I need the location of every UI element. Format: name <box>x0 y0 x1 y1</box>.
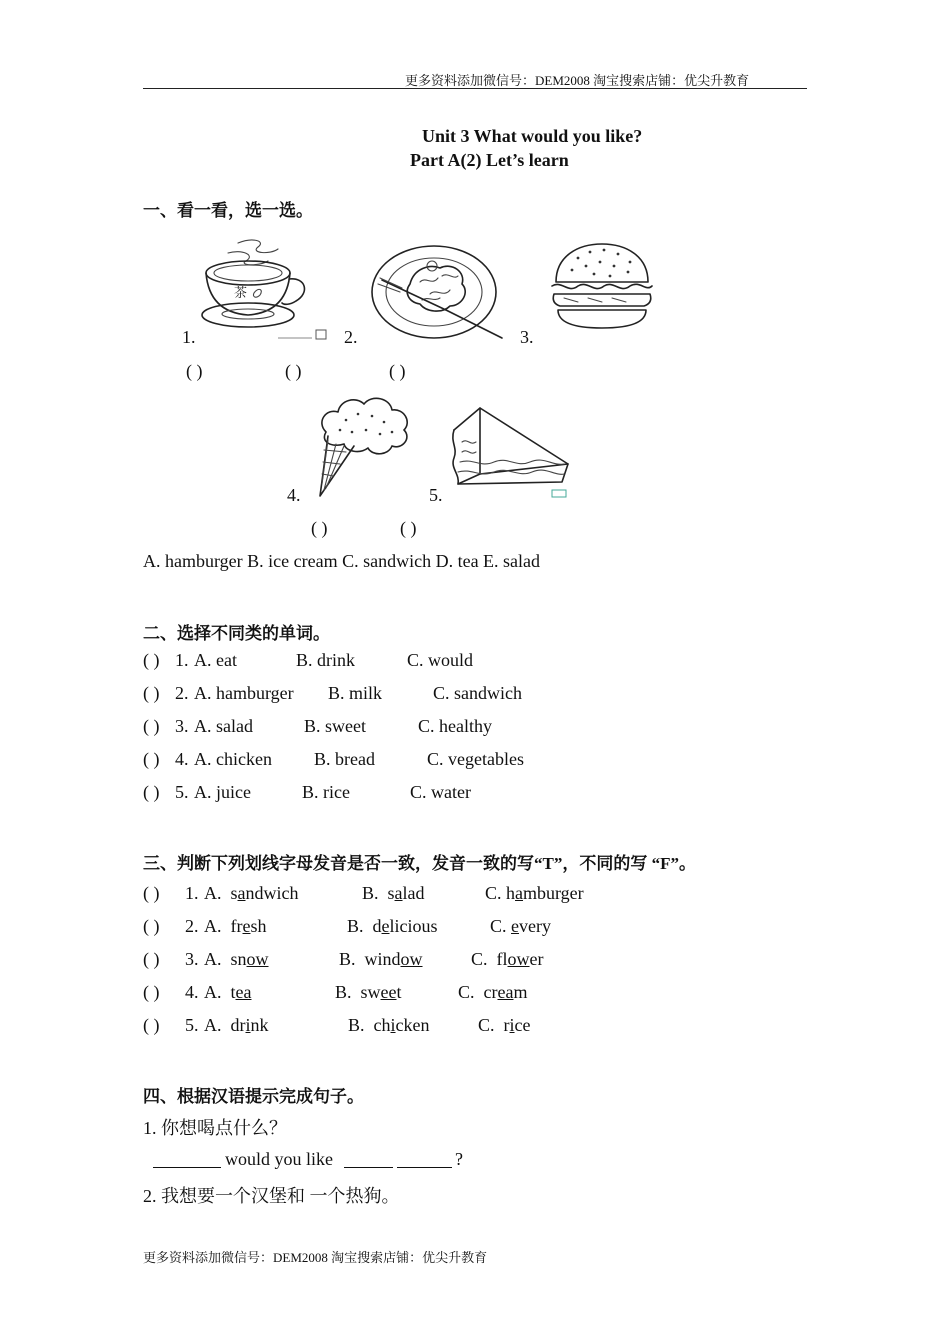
underlined-letters: ow <box>400 949 423 969</box>
underlined-letters: i <box>245 1015 251 1035</box>
underlined-letters: ow <box>246 949 269 969</box>
underlined-letters: ow <box>507 949 530 969</box>
ice-cream-icon <box>306 392 420 498</box>
option-b: B. delicious <box>347 916 438 936</box>
option-b: B. bread <box>314 749 375 769</box>
option-c: C. hamburger <box>485 883 584 903</box>
underlined-letters: e <box>242 916 251 936</box>
option-c: C. would <box>407 650 474 670</box>
answer-blank-2[interactable] <box>344 1151 393 1168</box>
option-c: C. every <box>490 916 551 936</box>
option-c: C. vegetables <box>427 749 524 769</box>
svg-text:茶: 茶 <box>234 286 248 301</box>
page-header: 更多资料添加微信号：DEM2008 淘宝搜索店铺：优尖升教育 <box>405 73 750 88</box>
watermark-icon <box>276 328 330 342</box>
underlined-letters: ea <box>235 982 252 1002</box>
option-b: B. sweet <box>304 716 366 736</box>
answer-bracket[interactable]: ( ) <box>143 883 160 903</box>
question-2-prompt: 2. 我想要一个汉堡和 一个热狗。 <box>143 1186 400 1206</box>
option-a: A. snow <box>204 949 269 969</box>
option-a: A. salad <box>194 716 253 736</box>
option-a: A. hamburger <box>194 683 294 703</box>
underlined-letters: e <box>511 916 520 936</box>
picture-2-answer[interactable]: ( ) <box>285 361 302 381</box>
question-number: 1. <box>175 650 189 670</box>
option-a: A. fresh <box>204 916 267 936</box>
option-c: C. healthy <box>418 716 492 736</box>
answer-bracket[interactable]: ( ) <box>143 749 160 769</box>
option-c: C. rice <box>478 1015 531 1035</box>
picture-5-answer[interactable]: ( ) <box>400 518 417 538</box>
option-b: B. salad <box>362 883 425 903</box>
sandwich-icon <box>440 402 574 500</box>
picture-1-number: 1. <box>182 327 196 347</box>
option-c: C. flower <box>471 949 544 969</box>
question-number: 5. <box>175 782 189 802</box>
answer-bracket[interactable]: ( ) <box>143 782 160 802</box>
option-b: B. window <box>339 949 423 969</box>
option-c: C. water <box>410 782 471 802</box>
option-a: A. drink <box>204 1015 269 1035</box>
question-number: 4. <box>185 982 199 1002</box>
answer-blank-1[interactable] <box>153 1151 221 1168</box>
page-footer: 更多资料添加微信号：DEM2008 淘宝搜索店铺：优尖升教育 <box>143 1250 488 1265</box>
picture-3-answer[interactable]: ( ) <box>389 361 406 381</box>
answer-bracket[interactable]: ( ) <box>143 650 160 670</box>
answer-bracket[interactable]: ( ) <box>143 716 160 736</box>
question-1-end: ? <box>455 1149 463 1169</box>
option-b: B. milk <box>328 683 383 703</box>
unit-title: Unit 3 What would you like? <box>422 126 643 146</box>
picture-4-number: 4. <box>287 485 301 505</box>
picture-1-answer[interactable]: ( ) <box>186 361 203 381</box>
underlined-letters: a <box>515 883 524 903</box>
option-b: B. drink <box>296 650 356 670</box>
picture-2-number: 2. <box>344 327 358 347</box>
salad-plate-icon <box>370 242 522 344</box>
question-number: 3. <box>185 949 199 969</box>
underlined-letters: ea <box>497 982 514 1002</box>
picture-3-number: 3. <box>520 327 534 347</box>
question-number: 2. <box>185 916 199 936</box>
header-rule <box>143 88 807 89</box>
option-c: C. sandwich <box>433 683 522 703</box>
section2-heading: 二、选择不同类的单词。 <box>143 624 330 643</box>
question-1-prompt: 1. 你想喝点什么？ <box>143 1118 287 1138</box>
section4-heading: 四、根据汉语提示完成句子。 <box>143 1087 364 1106</box>
option-a: A. sandwich <box>204 883 299 903</box>
question-number: 1. <box>185 883 199 903</box>
answer-blank-3[interactable] <box>397 1151 452 1168</box>
question-number: 3. <box>175 716 189 736</box>
underlined-letters: a <box>237 883 246 903</box>
question-number: 4. <box>175 749 189 769</box>
lesson-title: Part A(2) Let’s learn <box>410 150 569 170</box>
option-b: B. sweet <box>335 982 402 1002</box>
underlined-letters: e <box>381 916 390 936</box>
underlined-letters: a <box>394 883 403 903</box>
answer-bracket[interactable]: ( ) <box>143 1015 160 1035</box>
answer-bracket[interactable]: ( ) <box>143 982 160 1002</box>
option-a: A. eat <box>194 650 237 670</box>
option-b: B. rice <box>302 782 350 802</box>
section1-heading: 一、看一看，选一选。 <box>143 201 313 220</box>
underlined-letters: i <box>509 1015 515 1035</box>
underlined-letters: ee <box>380 982 397 1002</box>
answer-bracket[interactable]: ( ) <box>143 949 160 969</box>
section1-options: A. hamburger B. ice cream C. sandwich D. tea E. salad <box>143 551 541 571</box>
option-b: B. chicken <box>348 1015 430 1035</box>
question-number: 2. <box>175 683 189 703</box>
answer-bracket[interactable]: ( ) <box>143 916 160 936</box>
option-c: C. cream <box>458 982 528 1002</box>
question-number: 5. <box>185 1015 199 1035</box>
picture-4-answer[interactable]: ( ) <box>311 518 328 538</box>
underlined-letters: i <box>390 1015 396 1035</box>
hamburger-icon <box>548 240 656 332</box>
answer-bracket[interactable]: ( ) <box>143 683 160 703</box>
option-a: A. chicken <box>194 749 272 769</box>
option-a: A. tea <box>204 982 252 1002</box>
section3-heading: 三、判断下列划线字母发音是否一致，发音一致的写“T”，不同的写 “F”。 <box>143 854 696 873</box>
option-a: A. juice <box>194 782 251 802</box>
picture-5-number: 5. <box>429 485 443 505</box>
question-1-middle: would you like <box>225 1149 333 1169</box>
